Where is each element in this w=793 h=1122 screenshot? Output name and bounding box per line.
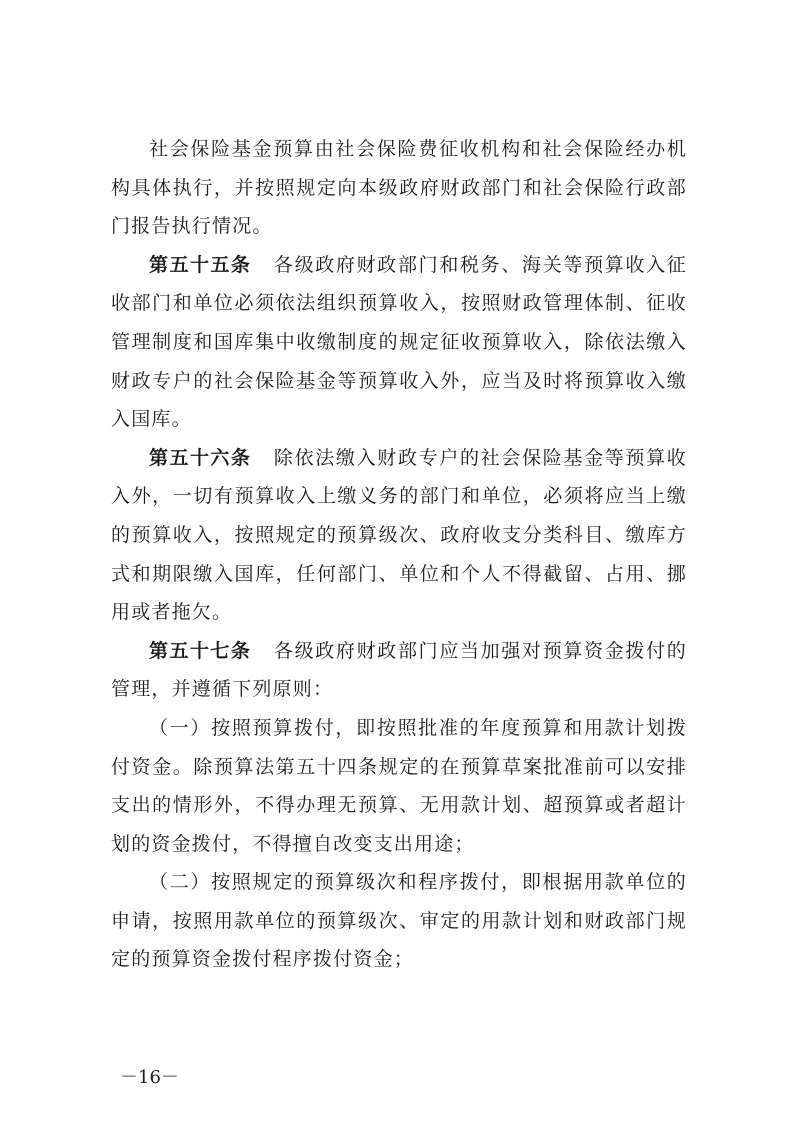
paragraph-text: 各级政府财政部门和税务、海关等预算收入征收部门和单位必须依法组织预算收入，按照财政管理体制、征收管理制度和国库集中收缴制度的规定征收预算收入，除依法缴入财政专户的社会保险基金等预算收入外，应当及时将预算收入缴入国库。 [111, 253, 687, 431]
paragraph-text: （一）按照预算拨付，即按照批准的年度预算和用款计划拨付资金。除预算法第五十四条规定的在预算草案批准前可以安排支出的情形外，不得办理无预算、无用款计划、超预算或者超计划的资金拨付，不得擅自改变支出用途； [111, 716, 687, 855]
paragraph-principle-1 [111, 709, 687, 863]
paragraph-text: 社会保险基金预算由社会保险费征收机构和社会保险经办机构具体执行，并按照规定向本级政府财政部门和社会保险行政部门报告执行情况。 [111, 138, 687, 238]
article-number: 第五十六条 [149, 446, 252, 469]
paragraph-text: 各级政府财政部门应当加强对预算资金拨付的管理，并遵循下列原则： [111, 639, 687, 701]
paragraph-text: （二）按照规定的预算级次和程序拨付，即根据用款单位的申请，按照用款单位的预算级次、审定的用款计划和财政部门规定的预算资金拨付程序拨付资金； [111, 871, 687, 971]
paragraph-article-56 [111, 439, 687, 632]
paragraph-text: 除依法缴入财政专户的社会保险基金等预算收入外，一切有预算收入上缴义务的部门和单位，必须将应当上缴的预算收入，按照规定的预算级次、政府收支分类科目、缴库方式和期限缴入国库，任何部门、单位和个人不得截留、占用、挪用或者拖欠。 [111, 446, 687, 624]
article-number: 第五十五条 [149, 253, 252, 276]
paragraph-article-55 [111, 246, 687, 439]
page-number: －16－ [120, 1067, 179, 1088]
article-number: 第五十七条 [149, 639, 252, 662]
body-text [111, 130, 687, 979]
paragraph-article-57 [111, 632, 687, 709]
paragraph-social-insurance-execution [111, 130, 687, 246]
paragraph-principle-2 [111, 863, 687, 979]
